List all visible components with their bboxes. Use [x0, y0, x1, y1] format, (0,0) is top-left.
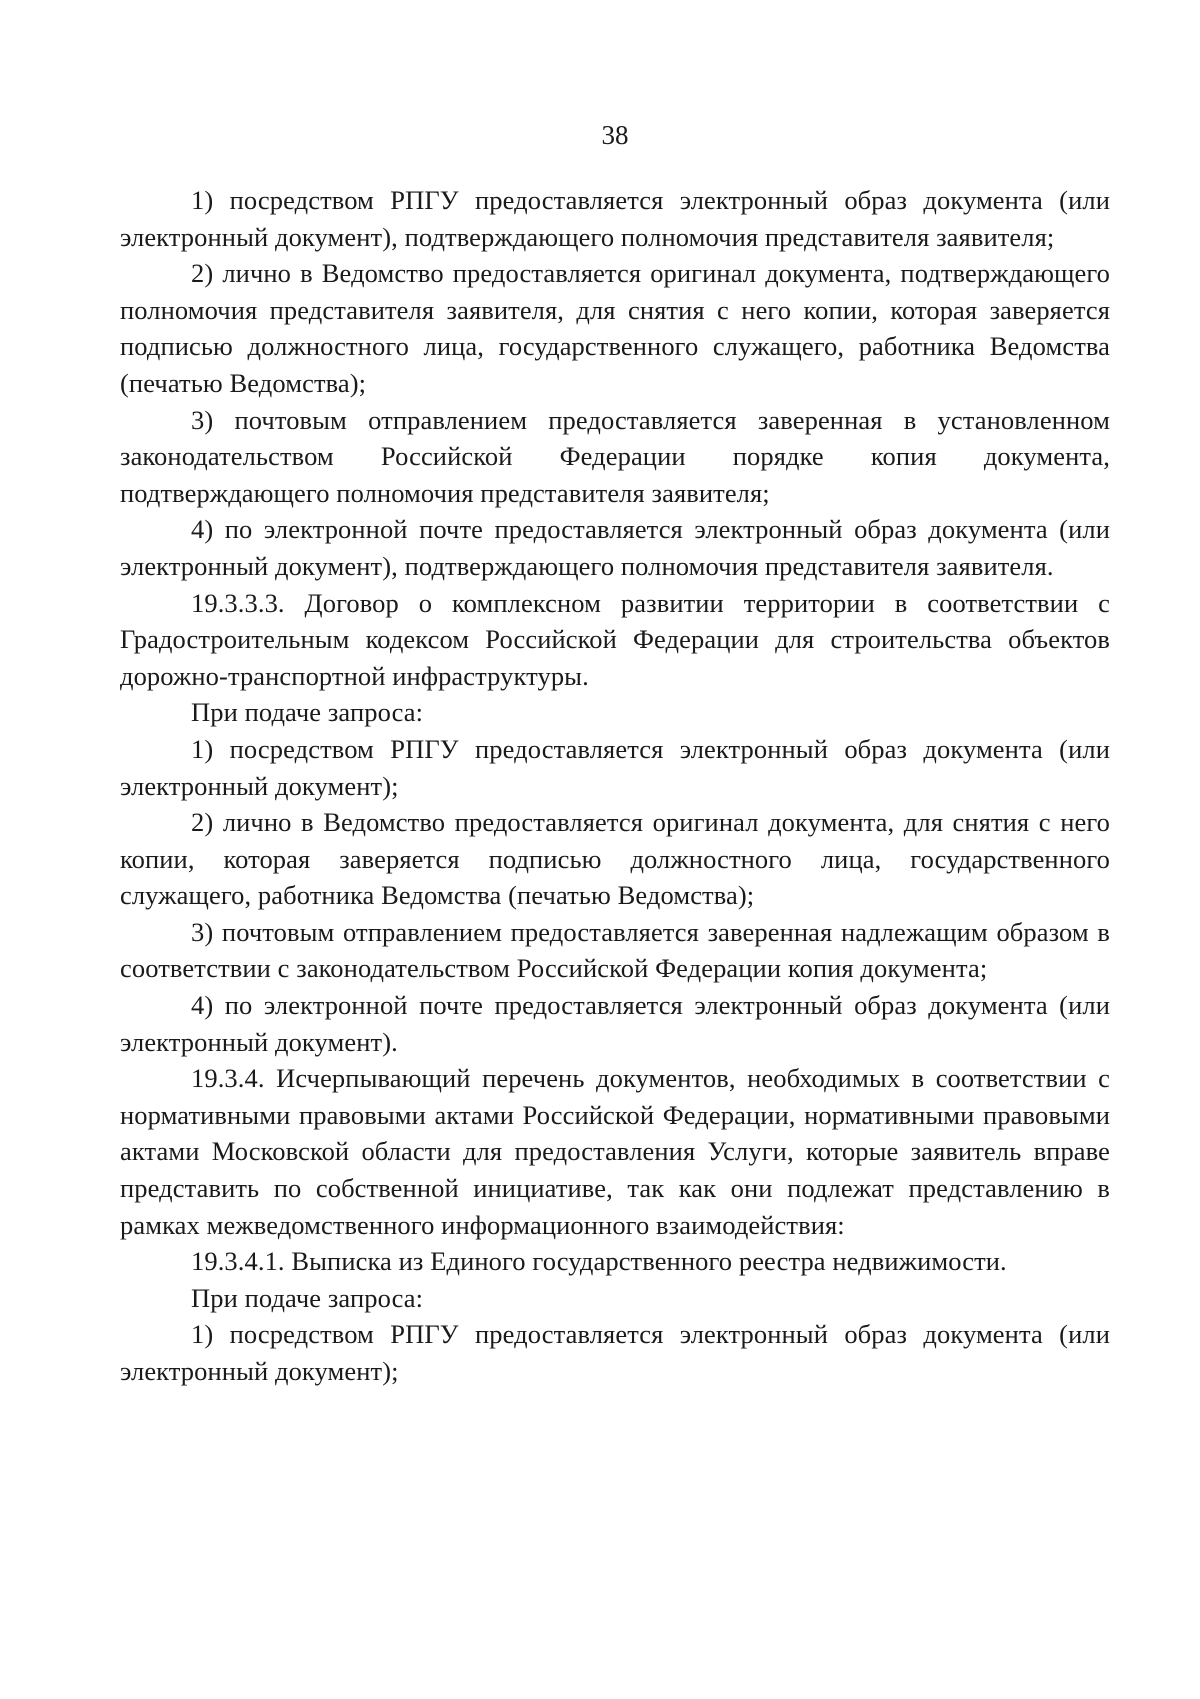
paragraph-section-19-3-4: 19.3.4. Исчерпывающий перечень документов, необходимых в соответствии с нормативными правовыми актами Российской Федерации, нормативными правовыми актами Московской области для предоставления Услуги, которые заявитель вправе представить по собственной инициативе, так как они подлежат представлению в рамках межведомственного информационного взаимодействия: — [120, 1063, 1110, 1240]
paragraph-section-19-3-4-1: 19.3.4.1. Выписка из Единого государственного реестра недвижимости. — [191, 1246, 1007, 1277]
page-number: 38 — [601, 120, 629, 150]
paragraph-contract-post: 3) почтовым отправлением предоставляется заверенная надлежащим образом в соответствии с законодательством Российской Федерации копия документа; — [120, 916, 1110, 984]
paragraph-request-submission: При подаче запроса: — [191, 697, 424, 728]
paragraph-representative-email: 4) по электронной почте предоставляется электронный образ документа (или электронный документ), подтверждающего полномочия представителя заявителя. — [120, 514, 1110, 581]
paragraph-contract-in-person: 2) лично в Ведомство предоставляется оригинал документа, для снятия с него копии, которая заверяется подписью должностного лица, государственного служащего, работника Ведомства (печатью Ведомства); — [120, 807, 1110, 911]
paragraph-contract-rpgu: 1) посредством РПГУ предоставляется электронный образ документа (или электронный документ); — [120, 733, 1110, 801]
paragraph-representative-rpgu: 1) посредством РПГУ предоставляется электронный образ документа (или электронный документ), подтверждающего полномочия представителя заявителя; — [120, 185, 1110, 252]
paragraph-section-19-3-3-3: 19.3.3.3. Договор о комплексном развитии территории в соответствии с Градостроительным кодексом Российской Федерации для строительства объектов дорожно-транспортной инфраструктуры. — [120, 587, 1110, 691]
paragraph-request-submission-2: При подаче запроса: — [191, 1282, 424, 1313]
paragraph-representative-post: 3) почтовым отправлением предоставляется заверенная в установленном законодательством Российской Федерации порядке копия документа, подтверждающего полномочия представителя заявителя; — [120, 404, 1110, 508]
document-page — [120, 0, 1110, 1699]
paragraph-contract-email: 4) по электронной почте предоставляется электронный образ документа (или электронный документ). — [120, 990, 1110, 1057]
document-body — [120, 182, 1110, 1390]
paragraph-representative-in-person: 2) лично в Ведомство предоставляется оригинал документа, подтверждающего полномочия представителя заявителя, для снятия с него копии, которая заверяется подписью должностного лица, государственного служащего, работника Ведомства (печатью Ведомства); — [120, 258, 1110, 398]
paragraph-extract-rpgu: 1) посредством РПГУ предоставляется электронный образ документа (или электронный документ); — [120, 1319, 1110, 1386]
